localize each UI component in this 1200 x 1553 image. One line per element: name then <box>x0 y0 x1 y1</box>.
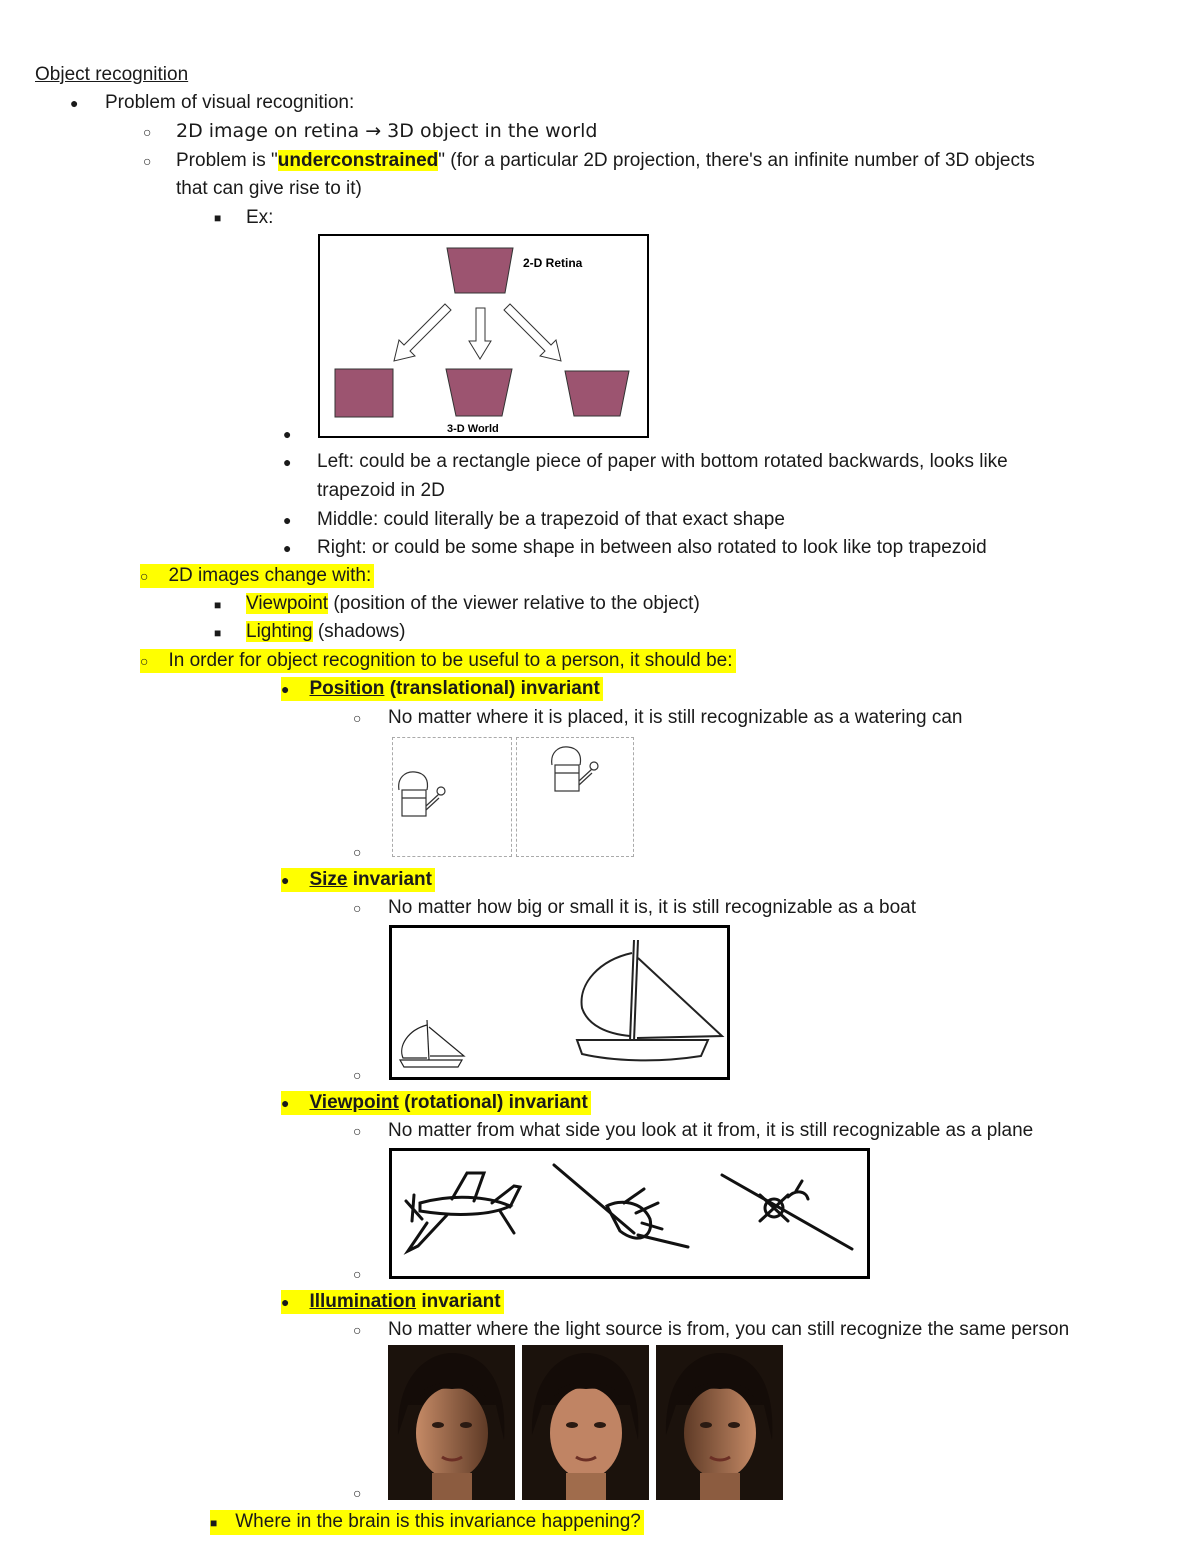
bullet-icon: ● <box>283 454 292 470</box>
text: In order for object recognition to be useful to a person, it should be: <box>168 650 733 671</box>
underconstrained-item <box>176 149 1035 173</box>
watering-can-panel-left <box>392 737 512 857</box>
large-boat-icon <box>577 940 722 1060</box>
viewpoint-term: Viewpoint <box>246 593 329 614</box>
watering-can-icon <box>552 747 598 791</box>
watering-can-panel-right <box>516 737 634 857</box>
watering-can-svg <box>393 738 511 856</box>
text: Problem is " <box>176 150 278 171</box>
right-explanation: Right: or could be some shape in between also rotated to look like top trapezoid <box>317 537 987 558</box>
face-svg <box>522 1345 649 1500</box>
left-explanation-continuation: trapezoid in 2D <box>317 480 445 501</box>
bullet-icon: ● <box>283 540 292 556</box>
viewpoint-invariant-heading <box>281 1091 591 1115</box>
viewpoint-item <box>246 592 700 616</box>
left-explanation: Left: could be a rectangle piece of paper with bottom rotated backwards, looks like <box>317 451 1008 472</box>
face-photo-right-light <box>656 1345 783 1500</box>
plane-angled-icon <box>554 1165 688 1247</box>
bullet-icon: ● <box>281 681 290 697</box>
position-invariant-heading <box>281 677 603 701</box>
page-title: Object recognition <box>35 64 189 85</box>
bullet-icon: ● <box>283 426 292 442</box>
text: Position <box>309 678 385 699</box>
retina-to-world-item: 2D image on retina → 3D object in the world <box>176 120 598 142</box>
text: (rotational) invariant <box>398 1092 588 1113</box>
bullet-icon: ■ <box>214 626 222 640</box>
bullet-icon: ○ <box>353 1067 362 1083</box>
plane-front-icon <box>722 1175 852 1249</box>
bullet-icon: ○ <box>353 1322 362 1338</box>
text: invariant <box>347 869 432 890</box>
boat-figure <box>389 925 730 1080</box>
bullet-icon: ■ <box>214 211 222 225</box>
face-svg <box>388 1345 515 1500</box>
left-arrow-icon <box>394 304 451 361</box>
right-trapezoid-shape <box>565 371 629 416</box>
size-invariant-heading <box>281 868 435 892</box>
face-photos <box>388 1345 784 1501</box>
text: Where in the brain is this invariance happening? <box>235 1511 641 1532</box>
bullet-icon: ○ <box>140 568 149 584</box>
text: 2D images change with: <box>168 565 372 586</box>
lighting-term: Lighting <box>246 621 313 642</box>
retina-label: 2-D Retina <box>523 256 583 270</box>
text: " (for a particular 2D projection, there's an infinite number of 3D objects <box>438 150 1035 171</box>
middle-trapezoid-shape <box>446 369 512 416</box>
bullet-icon: ● <box>283 512 292 528</box>
plane-figure <box>389 1148 870 1279</box>
bullet-icon: ○ <box>353 1123 362 1139</box>
bullet-icon: ○ <box>353 900 362 916</box>
brain-location-question <box>210 1510 644 1535</box>
lighting-item <box>246 620 405 644</box>
rectangle-shape <box>335 369 393 417</box>
text: Illumination <box>309 1291 417 1312</box>
small-boat-icon <box>400 1020 464 1067</box>
face-svg <box>656 1345 783 1500</box>
bullet-icon: ● <box>70 95 79 111</box>
watering-can-svg <box>517 738 633 856</box>
example-label: Ex: <box>246 207 274 228</box>
bullet-icon: ○ <box>353 844 362 860</box>
text: Size <box>309 869 348 890</box>
retina-trapezoid <box>447 248 513 293</box>
underconstrained-continuation: that can give rise to it) <box>176 178 362 199</box>
face-photo-front-light <box>522 1345 649 1500</box>
text: (position of the viewer relative to the object) <box>328 593 700 614</box>
bullet-icon: ■ <box>214 598 222 612</box>
retina-world-svg <box>320 236 647 436</box>
bullet-icon: ● <box>281 1294 290 1310</box>
middle-explanation: Middle: could literally be a trapezoid of that exact shape <box>317 509 785 530</box>
bullet-icon: ○ <box>143 124 152 140</box>
retina-world-diagram <box>318 234 649 438</box>
right-arrow-icon <box>504 304 561 361</box>
plane-svg <box>392 1151 867 1276</box>
bullet-icon: ○ <box>353 1485 362 1501</box>
face-photo-left-light <box>388 1345 515 1500</box>
position-description: No matter where it is placed, it is still recognizable as a watering can <box>388 707 963 728</box>
plane-side-icon <box>406 1173 520 1251</box>
images-change-item <box>140 564 374 588</box>
illumination-invariant-heading <box>281 1290 504 1314</box>
bullet-icon: ○ <box>353 710 362 726</box>
problem-heading: Problem of visual recognition: <box>105 92 355 113</box>
bullet-icon: ■ <box>210 1516 218 1530</box>
bullet-icon: ● <box>281 872 290 888</box>
illumination-description: No matter where the light source is from, you can still recognize the same person <box>388 1319 1070 1340</box>
text: Viewpoint <box>309 1092 399 1113</box>
viewpoint-description: No matter from what side you look at it from, it is still recognizable as a plane <box>388 1120 1034 1141</box>
bullet-icon: ○ <box>353 1266 362 1282</box>
underconstrained-term: underconstrained <box>277 150 439 171</box>
bullet-icon: ● <box>281 1095 290 1111</box>
world-label: 3-D World <box>447 423 499 435</box>
bullet-icon: ○ <box>143 153 152 169</box>
text: (translational) invariant <box>384 678 600 699</box>
bullet-icon: ○ <box>140 653 149 669</box>
text: invariant <box>416 1291 501 1312</box>
boat-svg <box>392 928 727 1077</box>
size-description: No matter how big or small it is, it is still recognizable as a boat <box>388 897 916 918</box>
down-arrow-icon <box>469 308 491 359</box>
order-item <box>140 649 736 673</box>
watering-can-icon <box>399 772 445 816</box>
text: (shadows) <box>312 621 406 642</box>
